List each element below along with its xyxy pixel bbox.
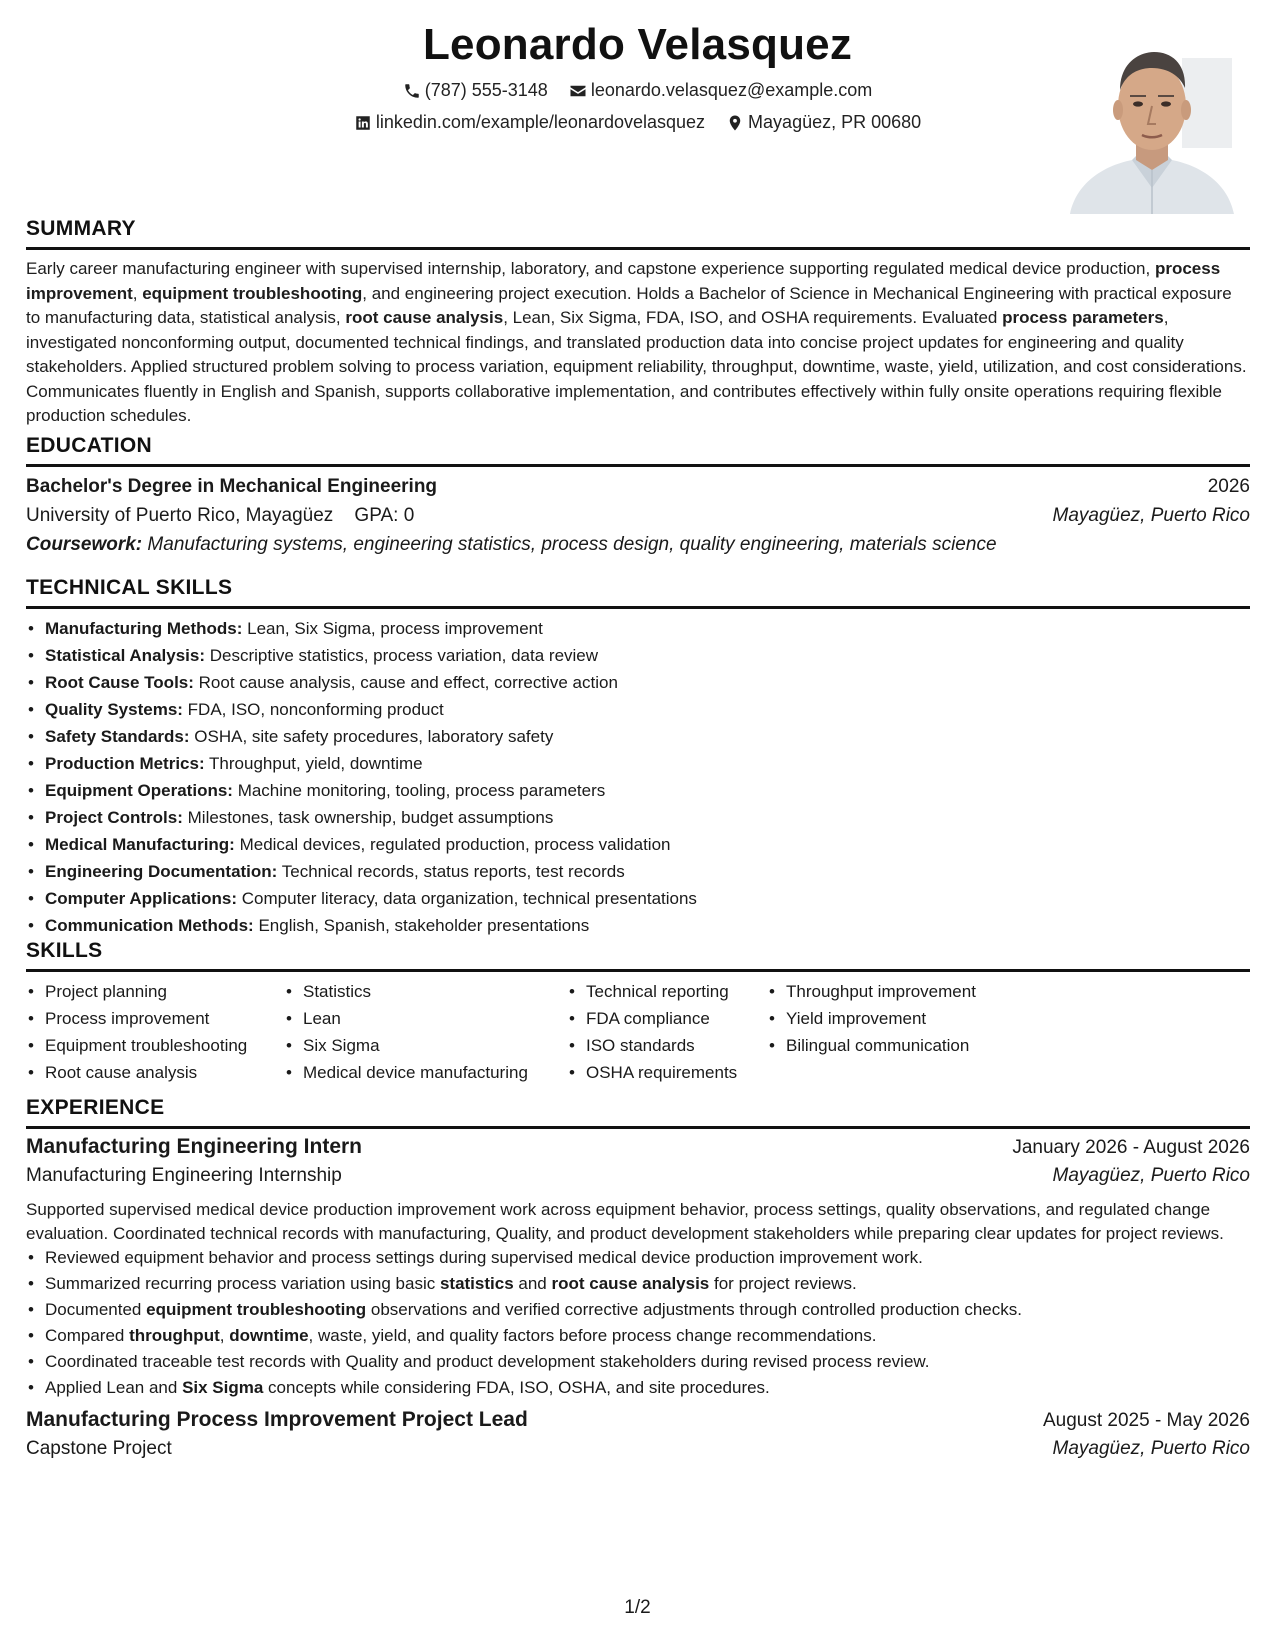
section-divider: [26, 1126, 1250, 1129]
section-title-experience: EXPERIENCE: [26, 1096, 165, 1119]
job-bullet: [26, 1349, 1250, 1375]
skill-values: OSHA, site safety procedures, laboratory safety: [189, 727, 554, 746]
education-degree-row: [26, 476, 1250, 505]
skill-category: Project Controls:: [45, 808, 183, 827]
skill-item: • FDA compliance: [567, 1005, 767, 1032]
text-run: ,: [132, 283, 143, 303]
skill-item: • Root cause analysis: [26, 1059, 284, 1086]
skill-values: Root cause analysis, cause and effect, corrective action: [193, 673, 618, 692]
job-sub-row: [26, 1165, 1250, 1195]
skills-column: [767, 978, 1027, 1086]
education-section: [26, 434, 1250, 563]
skills-section: [26, 939, 1250, 1086]
coursework-list: Manufacturing systems, engineering statistics, process design, quality engineering, materials science: [147, 534, 997, 555]
skill-values: Descriptive statistics, process variation, data review: [205, 646, 599, 665]
emphasized-term: process improvement: [26, 259, 1221, 303]
text-run: , investigated nonconforming output, documented technical findings, and translated production data into concise project updates for engineering and quality stakeholders. Applied structured problem solving to process variation, equipment reliability, throughput, downtime, waste, yield, utilization, and cost considerations. Communicates fluently in English and Spanish, supports collaborative implementation, and contributes effectively within fully onsite operations requiring flexible production schedules.: [26, 308, 1247, 425]
emphasized-term: equipment troubleshooting: [146, 1300, 367, 1319]
technical-skill-item: [26, 723, 1250, 750]
technical-skill-item: [26, 885, 1250, 912]
emphasized-term: downtime: [229, 1326, 309, 1345]
skill-values: Throughput, yield, downtime: [204, 754, 423, 773]
linkedin-icon: [354, 114, 372, 132]
technical-skill-item: [26, 642, 1250, 669]
school-name: University of Puerto Rico, Mayagüez: [26, 505, 334, 526]
skill-values: Medical devices, regulated production, process validation: [234, 835, 671, 854]
technical-skill-item: [26, 858, 1250, 885]
skills-column: [284, 978, 567, 1086]
phone-icon: [403, 82, 421, 100]
skill-values: Technical records, status reports, test records: [277, 862, 625, 881]
job-subtitle: Capstone Project: [26, 1438, 172, 1459]
technical-skill-item: [26, 750, 1250, 777]
text-run: Compared: [45, 1326, 130, 1345]
skill-category: Root Cause Tools:: [45, 673, 194, 692]
email-contact[interactable]: [569, 80, 872, 101]
gpa: GPA: 0: [354, 505, 415, 526]
technical-skill-item: [26, 831, 1250, 858]
section-title-education: EDUCATION: [26, 434, 152, 457]
envelope-icon: [569, 82, 587, 100]
text-run: ,: [219, 1326, 230, 1345]
skills-column: [26, 978, 284, 1086]
emphasized-term: throughput: [129, 1326, 220, 1345]
skill-values: Lean, Six Sigma, process improvement: [242, 619, 543, 638]
section-divider: [26, 606, 1250, 609]
text-run: Applied Lean and: [45, 1378, 183, 1397]
job-title: Manufacturing Engineering Intern: [26, 1135, 363, 1158]
text-run: Summarized recurring process variation using basic: [45, 1274, 440, 1293]
technical-skill-item: [26, 912, 1250, 939]
skill-item: • Yield improvement: [767, 1005, 1027, 1032]
emphasized-term: Six Sigma: [182, 1378, 264, 1397]
experience-section: [26, 1096, 1250, 1468]
job-dates: January 2026 - August 2026: [1012, 1137, 1250, 1158]
text-run: for project reviews.: [709, 1274, 857, 1293]
skill-item: • Six Sigma: [284, 1032, 567, 1059]
skills-list: [26, 978, 284, 1086]
email-text: leonardo.velasquez@example.com: [590, 80, 873, 100]
summary-paragraph: [26, 257, 1250, 429]
map-pin-icon: [726, 114, 744, 132]
emphasized-term: process parameters: [1002, 308, 1164, 327]
skills-list: [567, 978, 767, 1086]
resume-header: [0, 0, 1275, 215]
section-divider: [26, 969, 1250, 972]
emphasized-term: statistics: [439, 1274, 514, 1293]
skill-item: • Lean: [284, 1005, 567, 1032]
profile-photo: [1062, 38, 1242, 214]
skill-values: Computer literacy, data organization, technical presentations: [237, 889, 697, 908]
text-run: concepts while considering FDA, ISO, OSHA, and site procedures.: [263, 1378, 770, 1397]
skills-grid: [26, 978, 1250, 1086]
job-bullet: [26, 1245, 1250, 1271]
school-location: Mayagüez, Puerto Rico: [1052, 505, 1250, 526]
skills-list: [284, 978, 567, 1086]
skill-item: • Bilingual communication: [767, 1032, 1027, 1059]
coursework-label: Coursework:: [26, 534, 143, 555]
job-dates: August 2025 - May 2026: [1042, 1410, 1250, 1431]
job-subtitle: Manufacturing Engineering Internship: [26, 1165, 342, 1186]
skill-category: Communication Methods:: [45, 916, 254, 935]
text-run: Documented: [45, 1300, 147, 1319]
phone-contact: [403, 80, 548, 101]
text-run: , Lean, Six Sigma, FDA, ISO, and OSHA requirements. Evaluated: [503, 308, 1003, 327]
skill-category: Quality Systems:: [45, 700, 183, 719]
job-title: Manufacturing Process Improvement Project Lead: [26, 1408, 528, 1431]
skill-category: Production Metrics:: [45, 754, 205, 773]
job-header-row: [26, 1135, 1250, 1165]
job-bullet: [26, 1323, 1250, 1349]
portrait-illustration: [1062, 38, 1242, 214]
job-location: Mayagüez, Puerto Rico: [1052, 1438, 1250, 1459]
job-bullet: [26, 1271, 1250, 1297]
school-info: [26, 505, 414, 527]
technical-skills-list: [26, 615, 1250, 939]
job-location: Mayagüez, Puerto Rico: [1052, 1165, 1250, 1186]
skills-column: [567, 978, 767, 1086]
skill-item: • Technical reporting: [567, 978, 767, 1005]
emphasized-term: root cause analysis: [345, 308, 504, 327]
text-run: Early career manufacturing engineer with supervised internship, laboratory, and capstone experience supporting regulated medical device production,: [26, 259, 1155, 278]
text-run: observations and verified corrective adjustments through controlled production checks.: [366, 1300, 1022, 1319]
education-school-row: [26, 505, 1250, 534]
section-title-skills: SKILLS: [26, 939, 103, 962]
skill-item: • Medical device manufacturing: [284, 1059, 567, 1086]
linkedin-contact[interactable]: [354, 112, 705, 133]
skill-category: Engineering Documentation:: [45, 862, 278, 881]
skill-values: Milestones, task ownership, budget assumptions: [182, 808, 554, 827]
location-text: Mayagüez, PR 00680: [748, 112, 922, 132]
skill-item: • ISO standards: [567, 1032, 767, 1059]
text-run: , waste, yield, and quality factors before process change recommendations.: [308, 1326, 877, 1345]
page-number: 1/2: [624, 1597, 651, 1618]
emphasized-term: root cause analysis: [551, 1274, 710, 1293]
graduation-year: 2026: [1207, 476, 1250, 497]
section-divider: [26, 247, 1250, 250]
job-bullets: [26, 1245, 1250, 1401]
job-sub-row: [26, 1438, 1250, 1468]
technical-skills-section: [26, 576, 1250, 939]
candidate-name: Leonardo Velasquez: [422, 20, 853, 69]
text-run: and: [513, 1274, 552, 1293]
text-run: Reviewed equipment behavior and process settings during supervised medical device production improvement work.: [45, 1248, 923, 1267]
text-run: Coordinated traceable test records with Quality and product development stakeholders during revised process review.: [45, 1352, 930, 1371]
skill-item: • Statistics: [284, 978, 567, 1005]
skill-item: • Equipment troubleshooting: [26, 1032, 284, 1059]
skill-values: English, Spanish, stakeholder presentations: [253, 916, 590, 935]
skill-item: • Throughput improvement: [767, 978, 1027, 1005]
technical-skill-item: [26, 777, 1250, 804]
job-entry: [26, 1135, 1250, 1401]
skill-item: • Process improvement: [26, 1005, 284, 1032]
section-divider: [26, 464, 1250, 467]
technical-skill-item: [26, 615, 1250, 642]
skill-values: Machine monitoring, tooling, process parameters: [232, 781, 606, 800]
skill-category: Statistical Analysis:: [45, 646, 205, 665]
job-entry: [26, 1408, 1250, 1468]
section-title-technical-skills: TECHNICAL SKILLS: [26, 576, 233, 599]
skill-category: Computer Applications:: [45, 889, 238, 908]
skill-item: • Project planning: [26, 978, 284, 1005]
location-contact: [726, 112, 921, 133]
linkedin-text: linkedin.com/example/leonardovelasquez: [375, 112, 706, 132]
job-bullet: [26, 1297, 1250, 1323]
emphasized-term: equipment troubleshooting: [142, 283, 363, 303]
job-header-row: [26, 1408, 1250, 1438]
technical-skill-item: [26, 669, 1250, 696]
text-run: , and engineering project execution. Holds a Bachelor of Science in Mechanical Engineering with practical exposure to manufacturing data, statistical analysis,: [26, 283, 1232, 327]
skill-category: Safety Standards:: [45, 727, 190, 746]
technical-skill-item: [26, 696, 1250, 723]
skill-values: FDA, ISO, nonconforming product: [182, 700, 444, 719]
skill-item: • OSHA requirements: [567, 1059, 767, 1086]
skills-list: [767, 978, 1027, 1059]
section-title-summary: SUMMARY: [26, 217, 136, 240]
skill-category: Medical Manufacturing:: [45, 835, 235, 854]
job-bullet: [26, 1375, 1250, 1401]
job-description: Supported supervised medical device production improvement work across equipment behavior, process settings, quality observations, and regulated change evaluation. Coordinated technical records with manufacturing, Quality, and product development stakeholders while preparing clear updates for project reviews.: [26, 1200, 1224, 1243]
summary-section: [26, 217, 1250, 429]
technical-skill-item: [26, 804, 1250, 831]
phone-text: (787) 555-3148: [424, 80, 548, 100]
coursework-line: [26, 534, 1250, 563]
degree-title: Bachelor's Degree in Mechanical Engineering: [26, 476, 438, 497]
skill-category: Manufacturing Methods:: [45, 619, 243, 638]
skill-category: Equipment Operations:: [45, 781, 233, 800]
